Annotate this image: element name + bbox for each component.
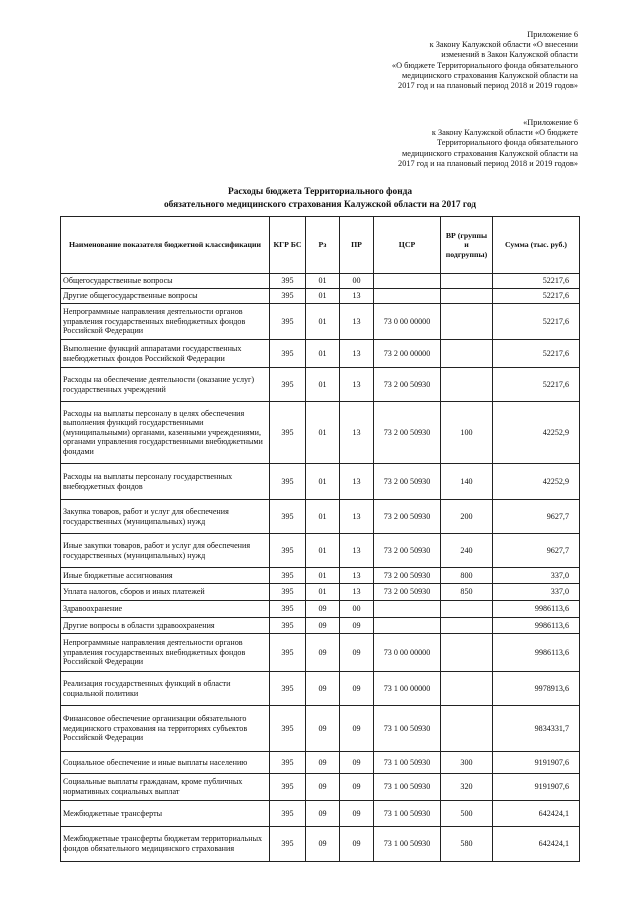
cell-pr: 09 [340, 752, 374, 774]
cell-csr: 73 1 00 50930 [374, 774, 441, 801]
table-row [61, 706, 580, 752]
cell-rz: 09 [306, 618, 340, 634]
appendix-line: медицинского страхования Калужской области на [402, 70, 578, 80]
cell-vr: 320 [441, 774, 493, 801]
cell-kgrbs: 395 [270, 274, 306, 289]
table-row [61, 274, 580, 289]
cell-rz: 09 [306, 801, 340, 827]
appendix-line: к Закону Калужской области «О бюджете [431, 128, 578, 138]
cell-vr [441, 672, 493, 706]
header-name: Наименование показателя бюджетной классификации [61, 217, 270, 274]
header-pr: ПР [340, 217, 374, 274]
cell-sum: 42252,9 [493, 464, 580, 500]
cell-kgrbs: 395 [270, 584, 306, 601]
cell-csr: 73 1 00 50930 [374, 827, 441, 862]
table-row [61, 618, 580, 634]
cell-pr: 09 [340, 801, 374, 827]
cell-kgrbs: 395 [270, 289, 306, 304]
appendix-line: «Приложение 6 [523, 118, 578, 127]
cell-kgrbs: 395 [270, 618, 306, 634]
cell-rz: 09 [306, 601, 340, 618]
cell-pr: 13 [340, 464, 374, 500]
cell-sum: 9978913,6 [493, 672, 580, 706]
cell-rz: 09 [306, 774, 340, 801]
cell-csr: 73 0 00 00000 [374, 304, 441, 340]
cell-sum: 52217,6 [493, 368, 580, 402]
header-vr: ВР (группы и подгруппы) [441, 217, 493, 274]
cell-vr [441, 274, 493, 289]
document-title [0, 186, 640, 212]
cell-pr: 09 [340, 618, 374, 634]
cell-name: Иные закупки товаров, работ и услуг для обеспечения государственных (муниципальных) нужд [61, 534, 270, 568]
cell-name: Общегосударственные вопросы [61, 274, 270, 289]
cell-sum: 52217,6 [493, 289, 580, 304]
cell-vr: 580 [441, 827, 493, 862]
cell-kgrbs: 395 [270, 340, 306, 368]
cell-pr: 13 [340, 368, 374, 402]
cell-name: Непрограммные направления деятельности органов управления государственных внебюджетных фондов Российской Федерации [61, 634, 270, 672]
cell-pr: 00 [340, 601, 374, 618]
header-sum: Сумма (тыс. руб.) [493, 217, 580, 274]
table-row [61, 368, 580, 402]
cell-rz: 01 [306, 304, 340, 340]
table-row [61, 304, 580, 340]
cell-name: Расходы на выплаты персоналу в целях обеспечения выполнения функций государственными (муниципальными) органами, казенными учреждениями, органами управления государственными внебюджетными фондами [61, 402, 270, 464]
cell-csr [374, 274, 441, 289]
table-row [61, 500, 580, 534]
cell-pr: 13 [340, 584, 374, 601]
cell-csr: 73 2 00 50930 [374, 568, 441, 584]
appendix-note-amendment [392, 30, 578, 91]
cell-sum: 9627,7 [493, 500, 580, 534]
cell-pr: 09 [340, 672, 374, 706]
table-row [61, 634, 580, 672]
cell-name: Другие общегосударственные вопросы [61, 289, 270, 304]
cell-kgrbs: 395 [270, 568, 306, 584]
cell-sum: 9986113,6 [493, 634, 580, 672]
cell-vr: 100 [441, 402, 493, 464]
cell-csr [374, 618, 441, 634]
cell-vr [441, 706, 493, 752]
cell-vr [441, 618, 493, 634]
cell-vr: 140 [441, 464, 493, 500]
table-row [61, 464, 580, 500]
cell-rz: 01 [306, 289, 340, 304]
cell-csr [374, 601, 441, 618]
cell-name: Социальные выплаты гражданам, кроме публичных нормативных социальных выплат [61, 774, 270, 801]
cell-sum: 9627,7 [493, 534, 580, 568]
table-row [61, 534, 580, 568]
cell-sum: 642424,1 [493, 827, 580, 862]
cell-csr: 73 2 00 50930 [374, 402, 441, 464]
cell-kgrbs: 395 [270, 827, 306, 862]
cell-rz: 01 [306, 368, 340, 402]
table-row [61, 774, 580, 801]
cell-pr: 13 [340, 289, 374, 304]
table-row [61, 289, 580, 304]
cell-name: Расходы на выплаты персоналу государственных внебюджетных фондов [61, 464, 270, 500]
cell-vr: 200 [441, 500, 493, 534]
cell-kgrbs: 395 [270, 752, 306, 774]
table-header-row [61, 217, 580, 274]
budget-expenses-table [60, 216, 580, 862]
cell-kgrbs: 395 [270, 706, 306, 752]
cell-pr: 13 [340, 534, 374, 568]
cell-sum: 337,0 [493, 568, 580, 584]
cell-pr: 13 [340, 304, 374, 340]
title-line-1: Расходы бюджета Территориального фонда [227, 187, 413, 197]
cell-sum: 9834331,7 [493, 706, 580, 752]
cell-pr: 09 [340, 827, 374, 862]
cell-sum: 9191907,6 [493, 752, 580, 774]
cell-rz: 09 [306, 634, 340, 672]
appendix-line: «О бюджете Территориального фонда обязательного [391, 60, 578, 70]
table-row [61, 402, 580, 464]
cell-pr: 09 [340, 634, 374, 672]
cell-rz: 01 [306, 340, 340, 368]
cell-csr: 73 2 00 50930 [374, 368, 441, 402]
cell-name: Уплата налогов, сборов и иных платежей [61, 584, 270, 601]
cell-name: Непрограммные направления деятельности органов управления государственных внебюджетных фондов Российской Федерации [61, 304, 270, 340]
cell-vr [441, 289, 493, 304]
appendix-line: 2017 год и на плановый период 2018 и 2019 годов» [398, 81, 578, 91]
cell-name: Расходы на обеспечение деятельности (оказание услуг) государственных учреждений [61, 368, 270, 402]
cell-csr [374, 289, 441, 304]
cell-kgrbs: 395 [270, 801, 306, 827]
cell-pr: 13 [340, 340, 374, 368]
cell-vr: 300 [441, 752, 493, 774]
cell-csr: 73 2 00 00000 [374, 340, 441, 368]
appendix-line: изменений в Закон Калужской области [441, 50, 578, 60]
table-row [61, 584, 580, 601]
cell-rz: 01 [306, 584, 340, 601]
cell-sum: 9986113,6 [493, 618, 580, 634]
cell-rz: 09 [306, 672, 340, 706]
cell-name: Иные бюджетные ассигнования [61, 568, 270, 584]
cell-kgrbs: 395 [270, 368, 306, 402]
cell-name: Другие вопросы в области здравоохранения [61, 618, 270, 634]
cell-sum: 9191907,6 [493, 774, 580, 801]
cell-kgrbs: 395 [270, 634, 306, 672]
cell-csr: 73 2 00 50930 [374, 584, 441, 601]
cell-sum: 52217,6 [493, 274, 580, 289]
cell-pr: 00 [340, 274, 374, 289]
cell-vr: 500 [441, 801, 493, 827]
cell-vr [441, 601, 493, 618]
cell-vr [441, 634, 493, 672]
cell-sum: 52217,6 [493, 304, 580, 340]
cell-csr: 73 1 00 00000 [374, 672, 441, 706]
cell-csr: 73 2 00 50930 [374, 464, 441, 500]
cell-name: Выполнение функций аппаратами государственных внебюджетных фондов Российской Федерации [61, 340, 270, 368]
appendix-line: медицинского страхования Калужской области на [402, 148, 578, 158]
cell-name: Межбюджетные трансферты [61, 801, 270, 827]
cell-rz: 09 [306, 706, 340, 752]
cell-rz: 09 [306, 827, 340, 862]
cell-kgrbs: 395 [270, 601, 306, 618]
table-row [61, 672, 580, 706]
cell-vr: 240 [441, 534, 493, 568]
title-line-2: обязательного медицинского страхования Калужской области на 2017 год [163, 200, 477, 210]
cell-pr: 09 [340, 706, 374, 752]
cell-pr: 13 [340, 500, 374, 534]
appendix-line: Приложение 6 [527, 30, 578, 39]
cell-sum: 52217,6 [493, 340, 580, 368]
table-body [61, 274, 580, 862]
table-row [61, 568, 580, 584]
cell-kgrbs: 395 [270, 774, 306, 801]
cell-rz: 01 [306, 500, 340, 534]
table-row [61, 601, 580, 618]
appendix-line: Территориального фонда обязательного [437, 138, 578, 148]
cell-csr: 73 2 00 50930 [374, 534, 441, 568]
cell-vr [441, 340, 493, 368]
cell-name: Межбюджетные трансферты бюджетам территориальных фондов обязательного медицинского страхования [61, 827, 270, 862]
header-kgrbs: КГР БС [270, 217, 306, 274]
cell-rz: 01 [306, 534, 340, 568]
appendix-line: к Закону Калужской области «О внесении [429, 40, 578, 50]
cell-sum: 337,0 [493, 584, 580, 601]
cell-rz: 09 [306, 752, 340, 774]
cell-csr: 73 1 00 50930 [374, 706, 441, 752]
cell-csr: 73 0 00 00000 [374, 634, 441, 672]
appendix-line: 2017 год и на плановый период 2018 и 2019 годов» [398, 158, 578, 168]
cell-rz: 01 [306, 274, 340, 289]
cell-name: Социальное обеспечение и иные выплаты населению [61, 752, 270, 774]
cell-vr [441, 368, 493, 402]
cell-kgrbs: 395 [270, 534, 306, 568]
table-row [61, 752, 580, 774]
cell-name: Здравоохранение [61, 601, 270, 618]
cell-name: Закупка товаров, работ и услуг для обеспечения государственных (муниципальных) нужд [61, 500, 270, 534]
cell-kgrbs: 395 [270, 672, 306, 706]
cell-pr: 13 [340, 568, 374, 584]
cell-kgrbs: 395 [270, 402, 306, 464]
appendix-note-original [398, 118, 578, 169]
cell-sum: 9986113,6 [493, 601, 580, 618]
cell-csr: 73 1 00 50930 [374, 801, 441, 827]
cell-kgrbs: 395 [270, 304, 306, 340]
cell-vr: 800 [441, 568, 493, 584]
cell-kgrbs: 395 [270, 464, 306, 500]
table-row [61, 801, 580, 827]
cell-kgrbs: 395 [270, 500, 306, 534]
header-rz: Рз [306, 217, 340, 274]
table-row [61, 827, 580, 862]
table-row [61, 340, 580, 368]
cell-csr: 73 2 00 50930 [374, 500, 441, 534]
cell-csr: 73 1 00 50930 [374, 752, 441, 774]
header-csr: ЦСР [374, 217, 441, 274]
cell-vr [441, 304, 493, 340]
cell-sum: 642424,1 [493, 801, 580, 827]
cell-rz: 01 [306, 402, 340, 464]
cell-pr: 09 [340, 774, 374, 801]
cell-rz: 01 [306, 568, 340, 584]
cell-pr: 13 [340, 402, 374, 464]
cell-vr: 850 [441, 584, 493, 601]
cell-rz: 01 [306, 464, 340, 500]
cell-name: Финансовое обеспечение организации обязательного медицинского страхования на территориях субъектов Российской Федерации [61, 706, 270, 752]
cell-sum: 42252,9 [493, 402, 580, 464]
cell-name: Реализация государственных функций в области социальной политики [61, 672, 270, 706]
